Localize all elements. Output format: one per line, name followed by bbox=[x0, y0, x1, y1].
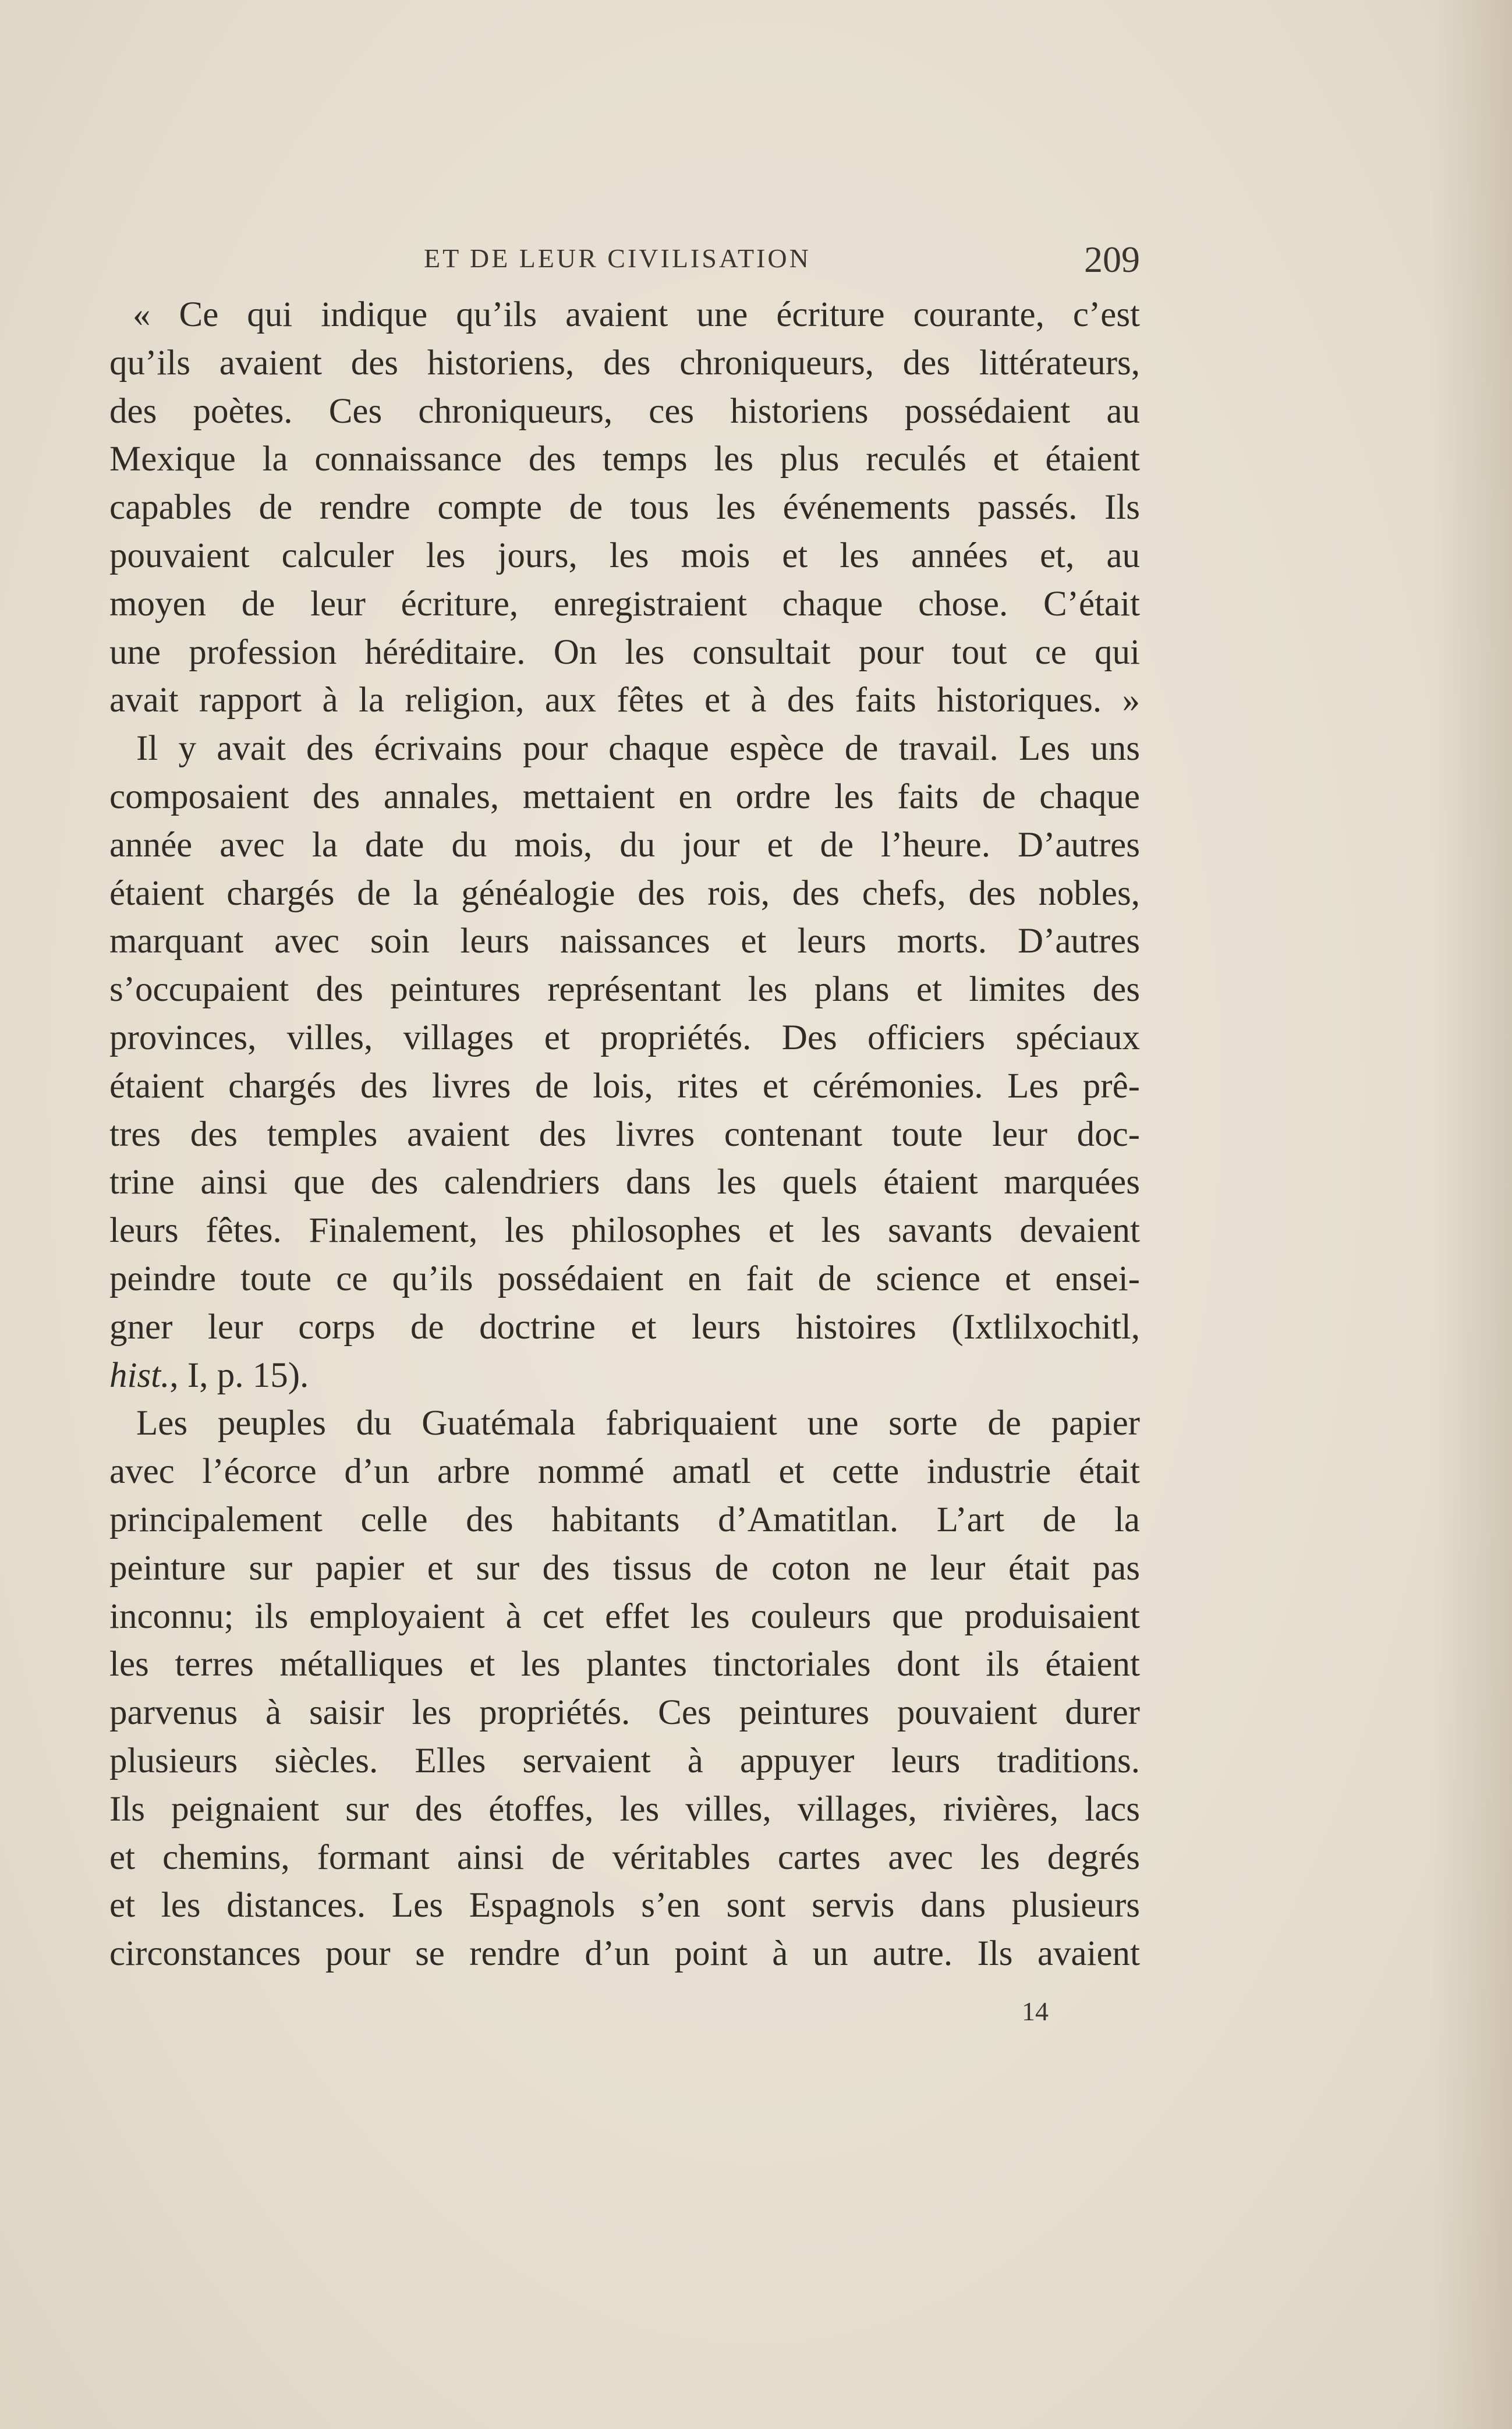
text-line: avait rapport à la religion, aux fêtes et à des faits historiques. » bbox=[109, 681, 1140, 720]
text-line: Ils peignaient sur des étoffes, les villes, villages, rivières, lacs bbox=[109, 1789, 1140, 1829]
text-line-citation bbox=[109, 1352, 1140, 1400]
text-line: et les distances. Les Espagnols s’en sont servis dans plusieurs bbox=[109, 1886, 1140, 1925]
text-line: leurs fêtes. Finalement, les philosophes et les savants devaient bbox=[109, 1211, 1140, 1251]
signature-mark: 14 bbox=[1022, 1996, 1049, 2026]
text-line: marquant avec soin leurs naissances et leurs morts. D’autres bbox=[109, 922, 1140, 961]
text-line: avec l’écorce d’un arbre nommé amatl et cette industrie était bbox=[109, 1452, 1140, 1492]
paragraph-quote bbox=[109, 291, 1140, 725]
text-line: trine ainsi que des calendriers dans les quels étaient marquées bbox=[109, 1163, 1140, 1202]
text-line: provinces, villes, villages et propriétés. Des officiers spéciaux bbox=[109, 1018, 1140, 1057]
text-line: tres des temples avaient des livres contenant toute leur doc- bbox=[109, 1114, 1140, 1154]
text-line: peinture sur papier et sur des tissus de coton ne leur était pas bbox=[109, 1548, 1140, 1588]
text-line: année avec la date du mois, du jour et de l’heure. D’autres bbox=[109, 825, 1140, 865]
text-line: et chemins, formant ainsi de véritables cartes avec les degrés bbox=[109, 1837, 1140, 1877]
text-line: qu’ils avaient des historiens, des chroniqueurs, des littérateurs, bbox=[109, 343, 1140, 383]
text-line: une profession héréditaire. On les consultait pour tout ce qui bbox=[109, 632, 1140, 672]
text-line: capables de rendre compte de tous les événements passés. Ils bbox=[109, 488, 1140, 527]
page-number: 209 bbox=[1084, 239, 1140, 280]
text-line: s’occupaient des peintures représentant les plans et limites des bbox=[109, 970, 1140, 1010]
text-line: « Ce qui indique qu’ils avaient une écriture courante, c’est bbox=[133, 295, 1140, 334]
paragraph-guatemala bbox=[109, 1400, 1140, 1978]
text-line: étaient chargés des livres de lois, rites et cérémonies. Les prê- bbox=[109, 1066, 1140, 1106]
body-text bbox=[109, 291, 1140, 1978]
running-title: ET DE LEUR CIVILISATION bbox=[424, 243, 811, 273]
text-line: étaient chargés de la généalogie des rois, des chefs, des nobles, bbox=[109, 873, 1140, 913]
citation-abbrev: hist. bbox=[109, 1355, 170, 1395]
text-line: Il y avait des écrivains pour chaque espèce de travail. Les uns bbox=[136, 729, 1140, 769]
citation-rest: , I, p. 15). bbox=[169, 1355, 309, 1395]
text-line: pouvaient calculer les jours, les mois et les années et, au bbox=[109, 536, 1140, 575]
text-line: peindre toute ce qu’ils possédaient en fait de science et ensei- bbox=[109, 1259, 1140, 1298]
page-edge-shadow bbox=[1430, 0, 1512, 2429]
text-line: circonstances pour se rendre d’un point à un autre. Ils avaient bbox=[109, 1934, 1140, 1974]
text-line: composaient des annales, mettaient en ordre les faits de chaque bbox=[109, 777, 1140, 816]
page-header bbox=[109, 236, 1140, 282]
text-line: les terres métalliques et les plantes tinctoriales dont ils étaient bbox=[109, 1645, 1140, 1684]
text-line: des poètes. Ces chroniqueurs, ces historiens possédaient au bbox=[109, 391, 1140, 431]
text-line: parvenus à saisir les propriétés. Ces peintures pouvaient durer bbox=[109, 1693, 1140, 1733]
text-line: gner leur corps de doctrine et leurs histoires (Ixtlilxochitl, bbox=[109, 1307, 1140, 1347]
text-line: plusieurs siècles. Elles servaient à appuyer leurs traditions. bbox=[109, 1741, 1140, 1780]
text-line: Les peuples du Guatémala fabriquaient une sorte de papier bbox=[136, 1404, 1140, 1443]
text-line: moyen de leur écriture, enregistraient chaque chose. C’était bbox=[109, 584, 1140, 624]
text-line: Mexique la connaissance des temps les plus reculés et étaient bbox=[109, 440, 1140, 479]
text-line: inconnu; ils employaient à cet effet les couleurs que produisaient bbox=[109, 1596, 1140, 1636]
text-line: principalement celle des habitants d’Amatitlan. L’art de la bbox=[109, 1500, 1140, 1539]
paragraph-writers bbox=[109, 725, 1140, 1400]
